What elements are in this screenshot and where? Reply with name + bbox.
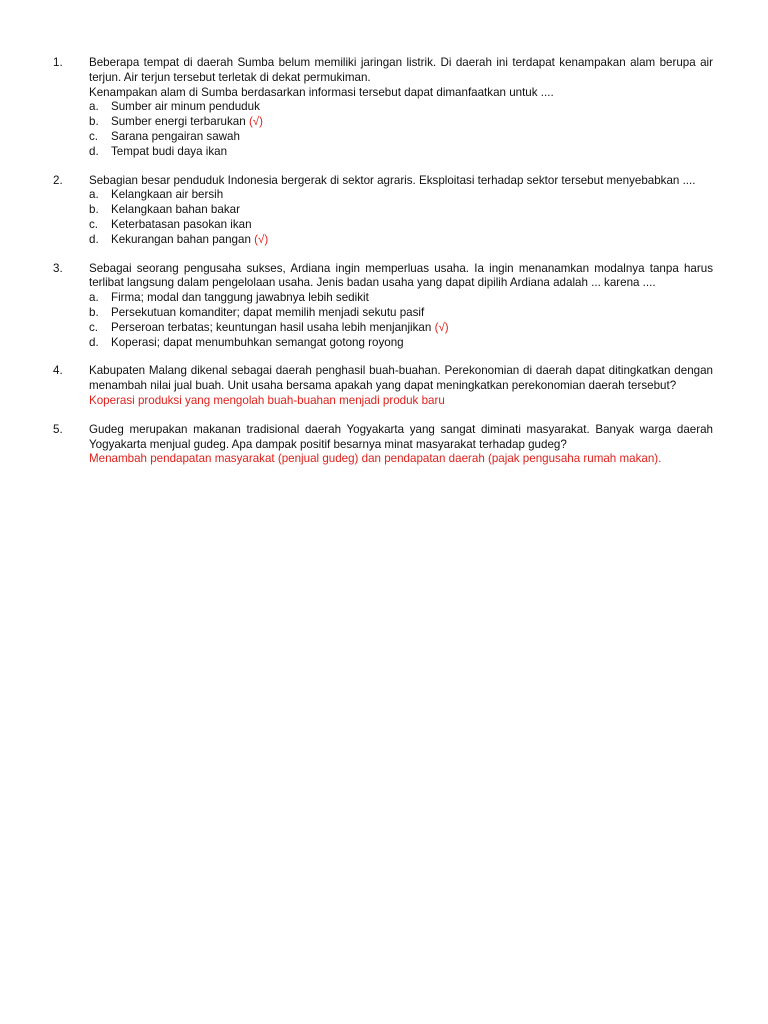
option-letter: d. [89, 144, 99, 158]
option-c [89, 130, 713, 145]
answer-check-mark: (√) [254, 232, 269, 246]
option-content [111, 100, 260, 115]
question-number: 4. [53, 364, 63, 378]
option-c [89, 321, 713, 336]
option-letter: d. [89, 232, 99, 246]
option-content [111, 321, 449, 336]
option-letter: b. [89, 115, 99, 129]
question-text: Beberapa tempat di daerah Sumba belum memiliki jaringan listrik. Di daerah ini terdapat kenampakan alam berupa air terjun. Air terjun tersebut terletak di dekat permukiman. [89, 56, 713, 84]
option-list [89, 291, 713, 350]
option-d [89, 233, 713, 248]
question-text: Sebagai seorang pengusaha sukses, Ardiana ingin memperluas usaha. Ia ingin menanamkan modalnya tanpa harus terlibat langsung dalam pengelolaan usaha. Jenis badan usaha yang dapat dipilih Ardiana adalah ... karena .... [89, 261, 713, 290]
option-content [111, 130, 240, 145]
option-content [111, 291, 369, 306]
option-letter: a. [89, 100, 99, 114]
question-text: Gudeg merupakan makanan tradisional daerah Yogyakarta yang sangat diminati masyarakat. Banyak warga daerah Yogyakarta menjual gudeg. Apa dampak positif besarnya minat masyarakat terhadap gudeg? [89, 422, 713, 451]
option-letter: c. [89, 129, 99, 143]
option-text: Firma; modal dan tanggung jawabnya lebih sedikit [111, 291, 369, 305]
question-text: Kabupaten Malang dikenal sebagai daerah penghasil buah-buahan. Perekonomian di daerah dapat ditingkatkan dengan menambah nilai jual buah. Unit usaha bersama apakah yang dapat meningkatkan perekonomian daerah tersebut? [89, 364, 713, 393]
option-content [111, 218, 252, 233]
option-text: Koperasi; dapat menumbuhkan semangat gotong royong [111, 335, 404, 349]
option-letter: d. [89, 335, 99, 349]
document-page [0, 56, 768, 481]
answer-text: Koperasi produksi yang mengolah buah-buahan menjadi produk baru [89, 393, 445, 407]
question-number: 5. [53, 422, 63, 436]
question-body [89, 174, 713, 248]
option-c [89, 218, 713, 233]
option-letter: b. [89, 203, 99, 217]
answer-text: Menambah pendapatan masyarakat (penjual gudeg) dan pendapatan daerah (pajak pengusaha rumah makan). [89, 452, 662, 466]
option-text: Sumber energi terbarukan [111, 115, 246, 129]
option-text: Kelangkaan air bersih [111, 188, 224, 202]
option-letter: b. [89, 305, 99, 319]
option-letter: c. [89, 217, 99, 231]
option-list [89, 100, 713, 159]
option-content [111, 336, 404, 351]
option-d [89, 145, 713, 160]
option-content [111, 145, 227, 160]
option-content [111, 203, 240, 218]
question-body [89, 364, 713, 408]
option-text: Sumber air minum penduduk [111, 100, 260, 114]
question-3 [0, 262, 768, 351]
option-letter: c. [89, 320, 99, 334]
option-text: Sarana pengairan sawah [111, 129, 240, 143]
option-content [111, 233, 268, 248]
option-text: Perseroan terbatas; keuntungan hasil usaha lebih menjanjikan [111, 320, 432, 334]
option-d [89, 336, 713, 351]
question-body [89, 56, 713, 160]
question-number: 1. [53, 56, 63, 69]
question-4 [0, 364, 768, 408]
question-5 [0, 423, 768, 467]
question-body [89, 423, 713, 467]
option-b [89, 203, 713, 218]
question-text: Sebagian besar penduduk Indonesia bergerak di sektor agraris. Eksploitasi terhadap sektor tersebut menyebabkan .... [89, 173, 696, 187]
option-content [111, 306, 424, 321]
option-text: Kelangkaan bahan bakar [111, 203, 240, 217]
option-list [89, 188, 713, 247]
answer-check-mark: (√) [248, 115, 264, 129]
answer-check-mark: (√) [434, 320, 449, 334]
option-b [89, 115, 713, 130]
option-text: Persekutuan komanditer; dapat memilih menjadi sekutu pasif [111, 305, 425, 319]
option-b [89, 306, 713, 321]
option-content [111, 188, 223, 203]
question-prompt: Kenampakan alam di Sumba berdasarkan informasi tersebut dapat dimanfaatkan untuk .... [89, 85, 554, 99]
option-a [89, 188, 713, 203]
question-number: 3. [53, 261, 63, 275]
option-content [111, 115, 263, 130]
option-a [89, 291, 713, 306]
question-number: 2. [53, 173, 63, 187]
option-letter: a. [89, 188, 99, 202]
option-letter: a. [89, 291, 99, 305]
option-text: Keterbatasan pasokan ikan [111, 217, 252, 231]
option-text: Tempat budi daya ikan [111, 144, 228, 158]
option-text: Kekurangan bahan pangan [111, 232, 251, 246]
option-a [89, 100, 713, 115]
question-2 [0, 174, 768, 248]
question-1 [0, 56, 768, 160]
question-body [89, 262, 713, 351]
